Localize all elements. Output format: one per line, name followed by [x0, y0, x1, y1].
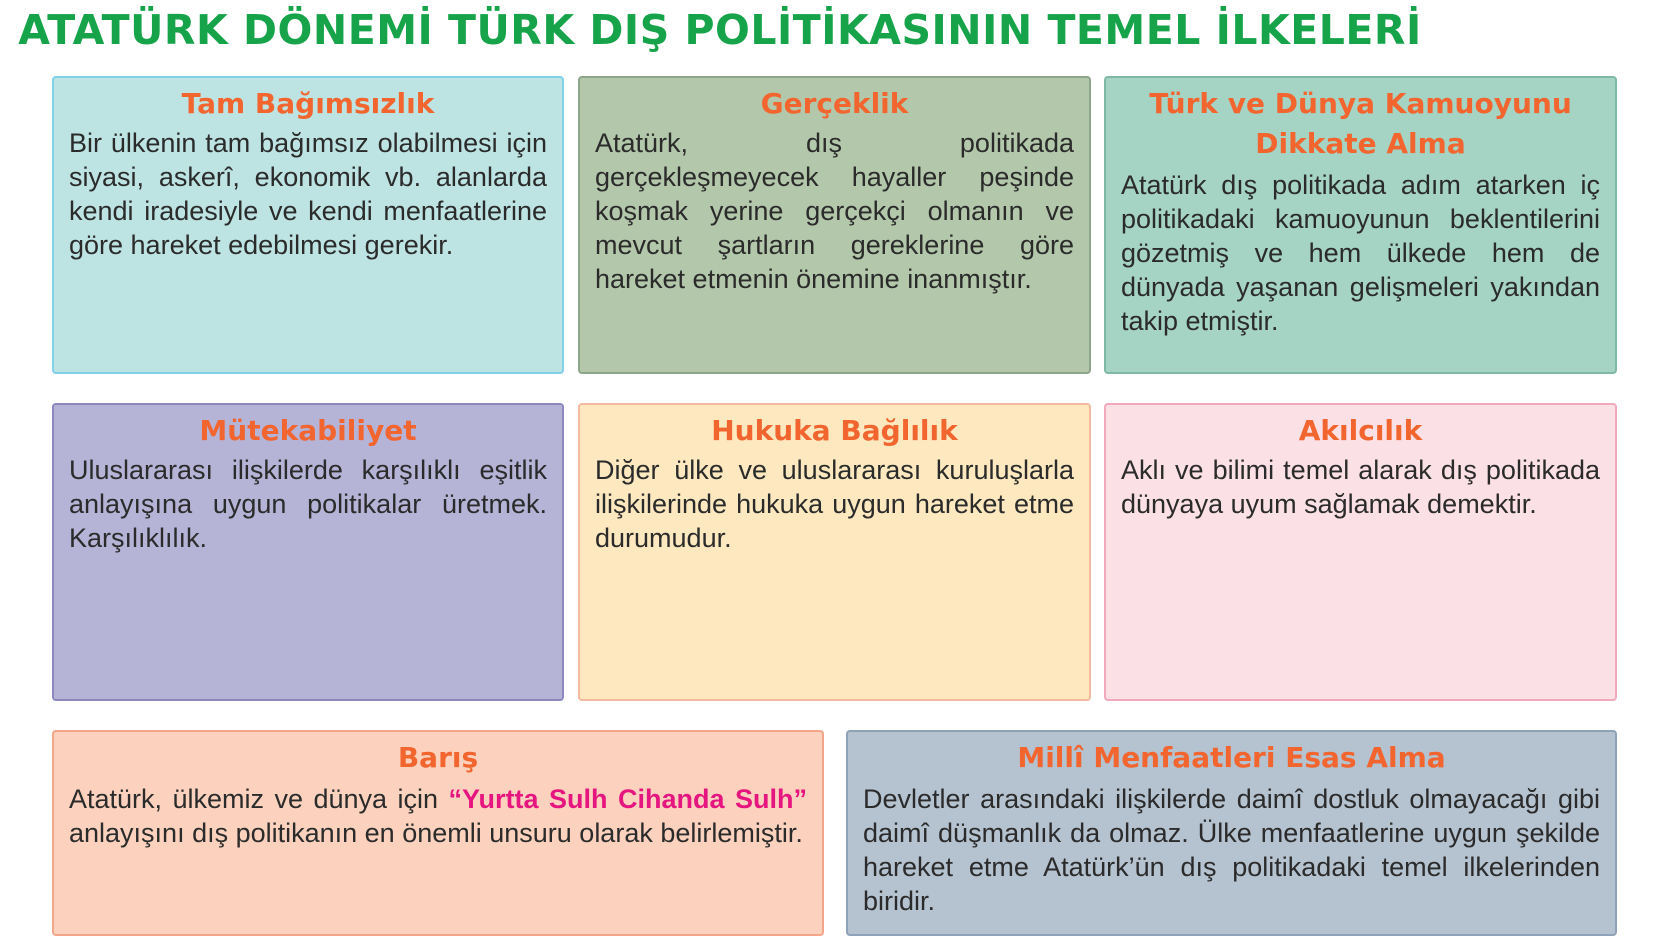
- card-body: [69, 782, 807, 850]
- motto-highlight: “Yurtta Sulh Cihanda Sulh”: [448, 784, 807, 814]
- card-body: Devletler arasındaki ilişkilerde daimî dostluk olmayacağı gibi daimî düşmanlık da olmaz. Ülke menfaatlerine uygun şekilde hareket etme Atatürk’ün dış politikadaki temel ilkelerinden biridir.: [863, 784, 1600, 916]
- principle-card-milli-menfaat: [846, 730, 1617, 936]
- principle-card-mutekabiliyet: [52, 403, 564, 701]
- card-body: Diğer ülke ve uluslararası kuruluşlarla ilişkilerinde hukuka uygun hareket etme durumudur.: [595, 455, 1074, 553]
- principle-card-tam-bagimsizlik: [52, 76, 564, 374]
- card-title: Barış: [397, 741, 479, 774]
- principle-card-kamuoyu: [1104, 76, 1617, 374]
- card-title: Hukuka Bağlılık: [711, 414, 958, 447]
- card-body: Aklı ve bilimi temel alarak dış politikada dünyaya uyum sağlamak demektir.: [1121, 455, 1600, 519]
- card-title: Mütekabiliyet: [199, 414, 417, 447]
- principle-card-hukuka-baglilik: [578, 403, 1091, 701]
- card-body: Uluslararası ilişkilerde karşılıklı eşitlik anlayışına uygun politikalar üretmek. Karşılıklılık.: [69, 455, 547, 553]
- principle-card-gerceklik: [578, 76, 1091, 374]
- card-title: Türk ve Dünya Kamuoyunu Dikkate Alma: [1149, 87, 1572, 160]
- card-body: Atatürk dış politikada adım atarken iç politikadaki kamuoyunun beklentilerini gözetmiş ve hem ülkede hem de dünyada yaşanan gelişmeleri yakından takip etmiştir.: [1121, 170, 1600, 336]
- card-body-text: anlayışını dış politikanın en önemli unsuru olarak belirlemiştir.: [69, 818, 803, 848]
- principle-card-akilcilik: [1104, 403, 1617, 701]
- card-body: Bir ülkenin tam bağımsız olabilmesi için siyasi, askerî, ekonomik vb. alanlarda kendi iradesiyle ve kendi menfaatlerine göre hareket edebilmesi gerekir.: [69, 128, 547, 260]
- card-title: Millî Menfaatleri Esas Alma: [1017, 741, 1446, 774]
- page-title: ATATÜRK DÖNEMİ TÜRK DIŞ POLİTİKASININ TEMEL İLKELERİ: [18, 6, 1422, 54]
- card-title: Tam Bağımsızlık: [181, 87, 435, 120]
- card-body: Atatürk, dış politikada gerçekleşmeyecek hayaller peşinde koşmak yerine gerçekçi olmanın ve mevcut şartların gereklerine göre hareket etmenin önemine inanmıştır.: [595, 128, 1074, 294]
- card-body-text: Atatürk, ülkemiz ve dünya için: [69, 784, 449, 814]
- principle-card-baris: [52, 730, 824, 936]
- card-title: Gerçeklik: [760, 87, 909, 120]
- card-title: Akılcılık: [1298, 414, 1423, 447]
